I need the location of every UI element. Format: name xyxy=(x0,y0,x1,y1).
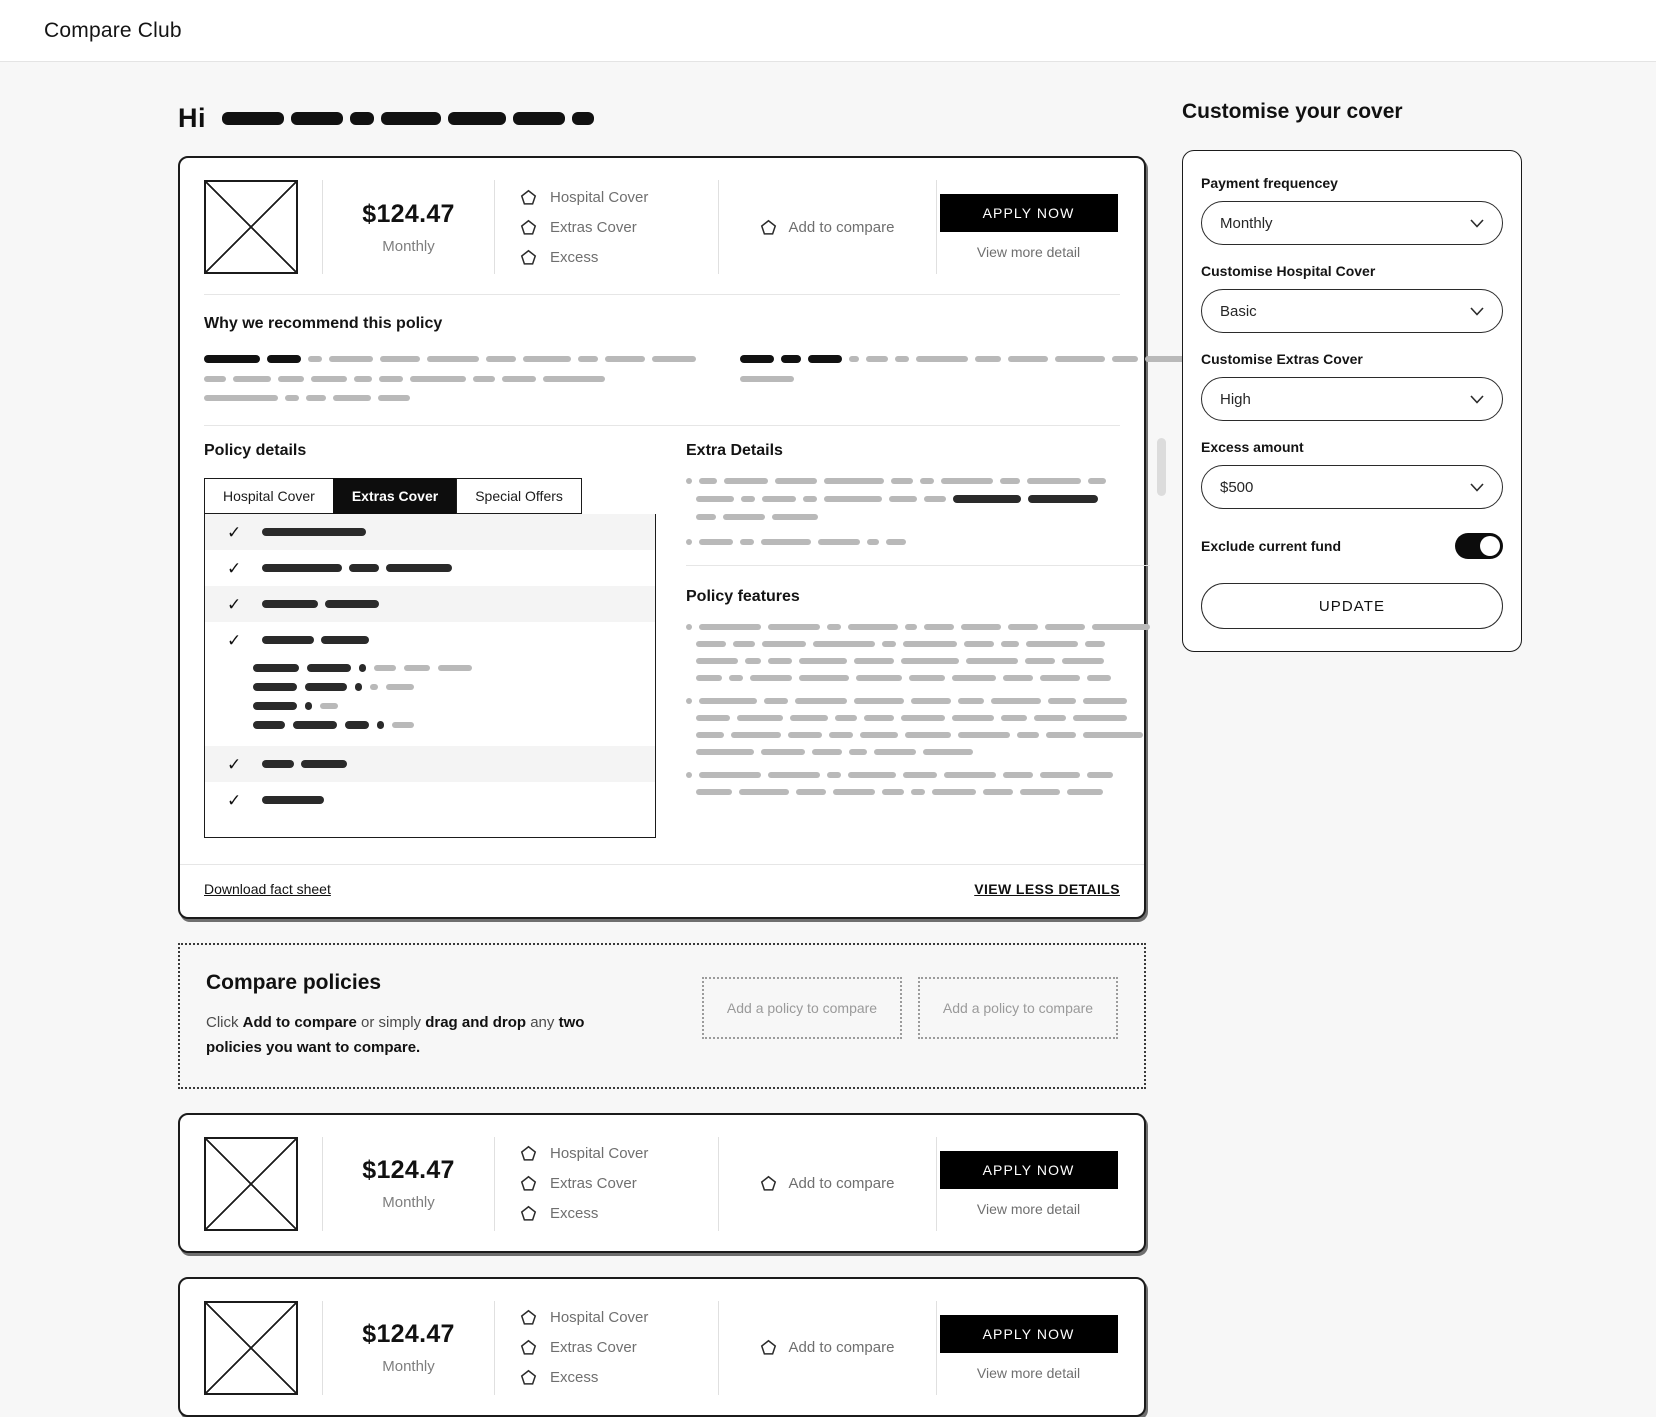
field-hospital-cover xyxy=(1201,263,1503,333)
policy-feature-hospital xyxy=(521,1145,718,1162)
exclude-current-fund-toggle[interactable] xyxy=(1455,533,1503,559)
compare-text-4: two policies you want to compare. xyxy=(206,1014,585,1056)
policy-feature-label: Hospital Cover xyxy=(550,1309,649,1326)
details-section xyxy=(180,426,1144,844)
apply-now-button[interactable]: APPLY NOW xyxy=(940,194,1118,232)
tab-hospital-cover[interactable]: Hospital Cover xyxy=(204,478,334,514)
policy-feature-hospital xyxy=(521,189,718,206)
extra-details-column xyxy=(686,426,1150,838)
add-to-compare-button[interactable] xyxy=(718,1137,936,1231)
apply-now-button[interactable]: APPLY NOW xyxy=(940,1315,1118,1353)
customise-panel xyxy=(1182,150,1522,652)
check-icon: ✓ xyxy=(227,630,242,650)
page-body xyxy=(0,62,1656,1386)
greeting-hi: Hi xyxy=(178,102,206,133)
chevron-down-icon xyxy=(1470,219,1484,228)
checklist-subitem xyxy=(205,715,655,734)
check-icon: ✓ xyxy=(227,790,242,810)
extras-cover-select[interactable] xyxy=(1201,377,1503,421)
policy-feature-label: Hospital Cover xyxy=(550,188,649,206)
why-recommend-columns xyxy=(204,355,1120,401)
compare-text-bold-1: Add to compare xyxy=(242,1014,357,1031)
policy-features-list xyxy=(494,1301,718,1395)
top-bar xyxy=(0,0,1656,62)
pentagon-icon xyxy=(521,1340,536,1355)
policy-feature-label: Hospital Cover xyxy=(550,1145,649,1162)
view-more-detail-link[interactable]: View more detail xyxy=(976,244,1081,260)
apply-now-button[interactable]: APPLY NOW xyxy=(940,1151,1118,1189)
policy-price: $124.47 xyxy=(362,199,455,228)
check-icon: ✓ xyxy=(227,754,242,774)
pentagon-icon xyxy=(521,1370,536,1385)
hospital-cover-select[interactable] xyxy=(1201,289,1503,333)
field-payment-frequency xyxy=(1201,175,1503,245)
pentagon-icon xyxy=(521,1310,536,1325)
pentagon-icon xyxy=(521,190,536,205)
field-extras-cover xyxy=(1201,351,1503,421)
policy-period: Monthly xyxy=(382,237,435,255)
check-icon: ✓ xyxy=(227,558,242,578)
update-button[interactable]: UPDATE xyxy=(1201,583,1503,629)
tab-extras-cover[interactable]: Extras Cover xyxy=(333,478,457,514)
why-recommend-title: Why we recommend this policy xyxy=(204,315,443,332)
payment-frequency-select[interactable] xyxy=(1201,201,1503,245)
policy-price: $124.47 xyxy=(362,1320,455,1348)
policy-feature-label: Excess xyxy=(550,1205,599,1222)
compare-text-3: any xyxy=(526,1014,555,1031)
policy-features-title: Policy features xyxy=(686,588,800,605)
checklist-subitem xyxy=(205,677,655,696)
select-value: $500 xyxy=(1220,478,1254,496)
extra-details-text xyxy=(686,478,1150,545)
tab-special-offers[interactable]: Special Offers xyxy=(456,478,582,514)
policy-card-expanded xyxy=(178,156,1146,919)
checklist-item xyxy=(205,550,655,586)
compare-policies-box xyxy=(178,943,1146,1089)
policy-cta-block xyxy=(936,1137,1120,1231)
policy-period: Monthly xyxy=(382,1194,435,1211)
compare-slots xyxy=(702,971,1118,1039)
policy-features-list xyxy=(494,180,718,274)
add-to-compare-button[interactable] xyxy=(718,1301,936,1395)
pentagon-icon xyxy=(521,1146,536,1161)
checklist-subitem xyxy=(205,696,655,715)
field-label: Customise Hospital Cover xyxy=(1201,263,1376,279)
check-icon: ✓ xyxy=(227,522,242,542)
field-label: Excess amount xyxy=(1201,439,1304,455)
compare-slot-1[interactable]: Add a policy to compare xyxy=(702,977,902,1039)
add-to-compare-button[interactable] xyxy=(718,180,936,274)
add-to-compare-label: Add to compare xyxy=(788,1175,895,1192)
policy-cta-block xyxy=(936,1301,1120,1395)
greeting xyxy=(178,96,1146,140)
policy-feature-extras xyxy=(521,1175,718,1192)
policy-features-list xyxy=(494,1137,718,1231)
policy-summary xyxy=(180,1279,1144,1415)
checklist-item xyxy=(205,586,655,622)
policy-price-block xyxy=(322,1137,494,1231)
policy-feature-hospital xyxy=(521,1309,718,1326)
chevron-down-icon xyxy=(1470,307,1484,316)
excess-amount-select[interactable] xyxy=(1201,465,1503,509)
compare-policies-text xyxy=(206,971,702,1061)
add-to-compare-label: Add to compare xyxy=(788,218,895,236)
details-scrollbar[interactable] xyxy=(1157,438,1166,496)
policy-summary xyxy=(180,1115,1144,1251)
divider xyxy=(686,565,1150,566)
policy-price: $124.47 xyxy=(362,1156,455,1184)
checklist-item xyxy=(205,622,655,658)
compare-policies-instructions xyxy=(206,1011,586,1061)
compare-policies-title: Compare policies xyxy=(206,971,382,994)
policy-price-block xyxy=(322,180,494,274)
policy-feature-label: Excess xyxy=(550,248,599,266)
policy-features-text xyxy=(686,624,1150,795)
policy-logo-placeholder xyxy=(204,180,298,274)
field-label: Payment frequencey xyxy=(1201,175,1338,191)
view-less-details-link[interactable]: VIEW LESS DETAILS xyxy=(974,881,1120,897)
policy-feature-excess xyxy=(521,1369,718,1386)
select-value: Basic xyxy=(1220,302,1257,320)
pentagon-icon xyxy=(761,220,776,235)
why-recommend-text-right xyxy=(740,355,1191,401)
chevron-down-icon xyxy=(1470,483,1484,492)
checklist-item xyxy=(205,746,655,782)
view-more-detail-link[interactable]: View more detail xyxy=(976,1200,1081,1217)
policy-details-column xyxy=(204,426,656,838)
customise-title: Customise your cover xyxy=(1182,100,1403,123)
pentagon-icon xyxy=(521,1176,536,1191)
select-value: Monthly xyxy=(1220,214,1273,232)
pentagon-icon xyxy=(521,250,536,265)
policy-logo-placeholder xyxy=(204,1137,298,1231)
field-label: Customise Extras Cover xyxy=(1201,351,1363,367)
main-column xyxy=(178,62,1146,1417)
policy-period: Monthly xyxy=(382,1358,435,1375)
policy-card-footer xyxy=(180,864,1144,917)
policy-summary xyxy=(180,158,1144,294)
policy-feature-label: Extras Cover xyxy=(550,1339,637,1356)
greeting-name-redacted xyxy=(222,112,594,125)
customise-sidebar xyxy=(1182,62,1522,652)
policy-details-tabs xyxy=(204,478,656,514)
policy-card-2 xyxy=(178,1113,1146,1253)
pentagon-icon xyxy=(521,1206,536,1221)
policy-feature-label: Extras Cover xyxy=(550,218,637,236)
check-icon: ✓ xyxy=(227,594,242,614)
policy-feature-excess xyxy=(521,249,718,266)
why-recommend-section xyxy=(180,295,1144,407)
policy-cta-block xyxy=(936,180,1120,274)
chevron-down-icon xyxy=(1470,395,1484,404)
download-fact-sheet-link[interactable]: Download fact sheet xyxy=(204,881,331,897)
toggle-knob xyxy=(1480,536,1500,556)
exclude-current-fund-label: Exclude current fund xyxy=(1201,538,1342,554)
checklist-item xyxy=(205,782,655,818)
add-to-compare-label: Add to compare xyxy=(788,1339,895,1356)
field-excess-amount xyxy=(1201,439,1503,509)
exclude-current-fund-row xyxy=(1201,533,1503,559)
checklist-item xyxy=(205,514,655,550)
policy-price-block xyxy=(322,1301,494,1395)
why-recommend-text-left xyxy=(204,355,696,401)
pentagon-icon xyxy=(761,1340,776,1355)
view-more-detail-link[interactable]: View more detail xyxy=(976,1364,1081,1381)
pentagon-icon xyxy=(761,1176,776,1191)
compare-text-1: Click xyxy=(206,1014,243,1031)
compare-slot-2[interactable]: Add a policy to compare xyxy=(918,977,1118,1039)
policy-feature-label: Excess xyxy=(550,1369,599,1386)
policy-feature-extras xyxy=(521,219,718,236)
checklist-panel[interactable] xyxy=(204,514,656,838)
select-value: High xyxy=(1220,390,1251,408)
policy-feature-label: Extras Cover xyxy=(550,1175,637,1192)
compare-text-bold-2: drag and drop xyxy=(425,1014,527,1031)
policy-feature-excess xyxy=(521,1205,718,1222)
policy-card-3 xyxy=(178,1277,1146,1417)
policy-logo-placeholder xyxy=(204,1301,298,1395)
pentagon-icon xyxy=(521,220,536,235)
policy-feature-extras xyxy=(521,1339,718,1356)
checklist-subitem xyxy=(205,658,655,677)
brand-logo[interactable]: Compare Club xyxy=(44,18,182,42)
policy-details-title: Policy details xyxy=(204,442,307,459)
compare-text-2: or simply xyxy=(356,1014,426,1031)
extra-details-title: Extra Details xyxy=(686,442,783,459)
